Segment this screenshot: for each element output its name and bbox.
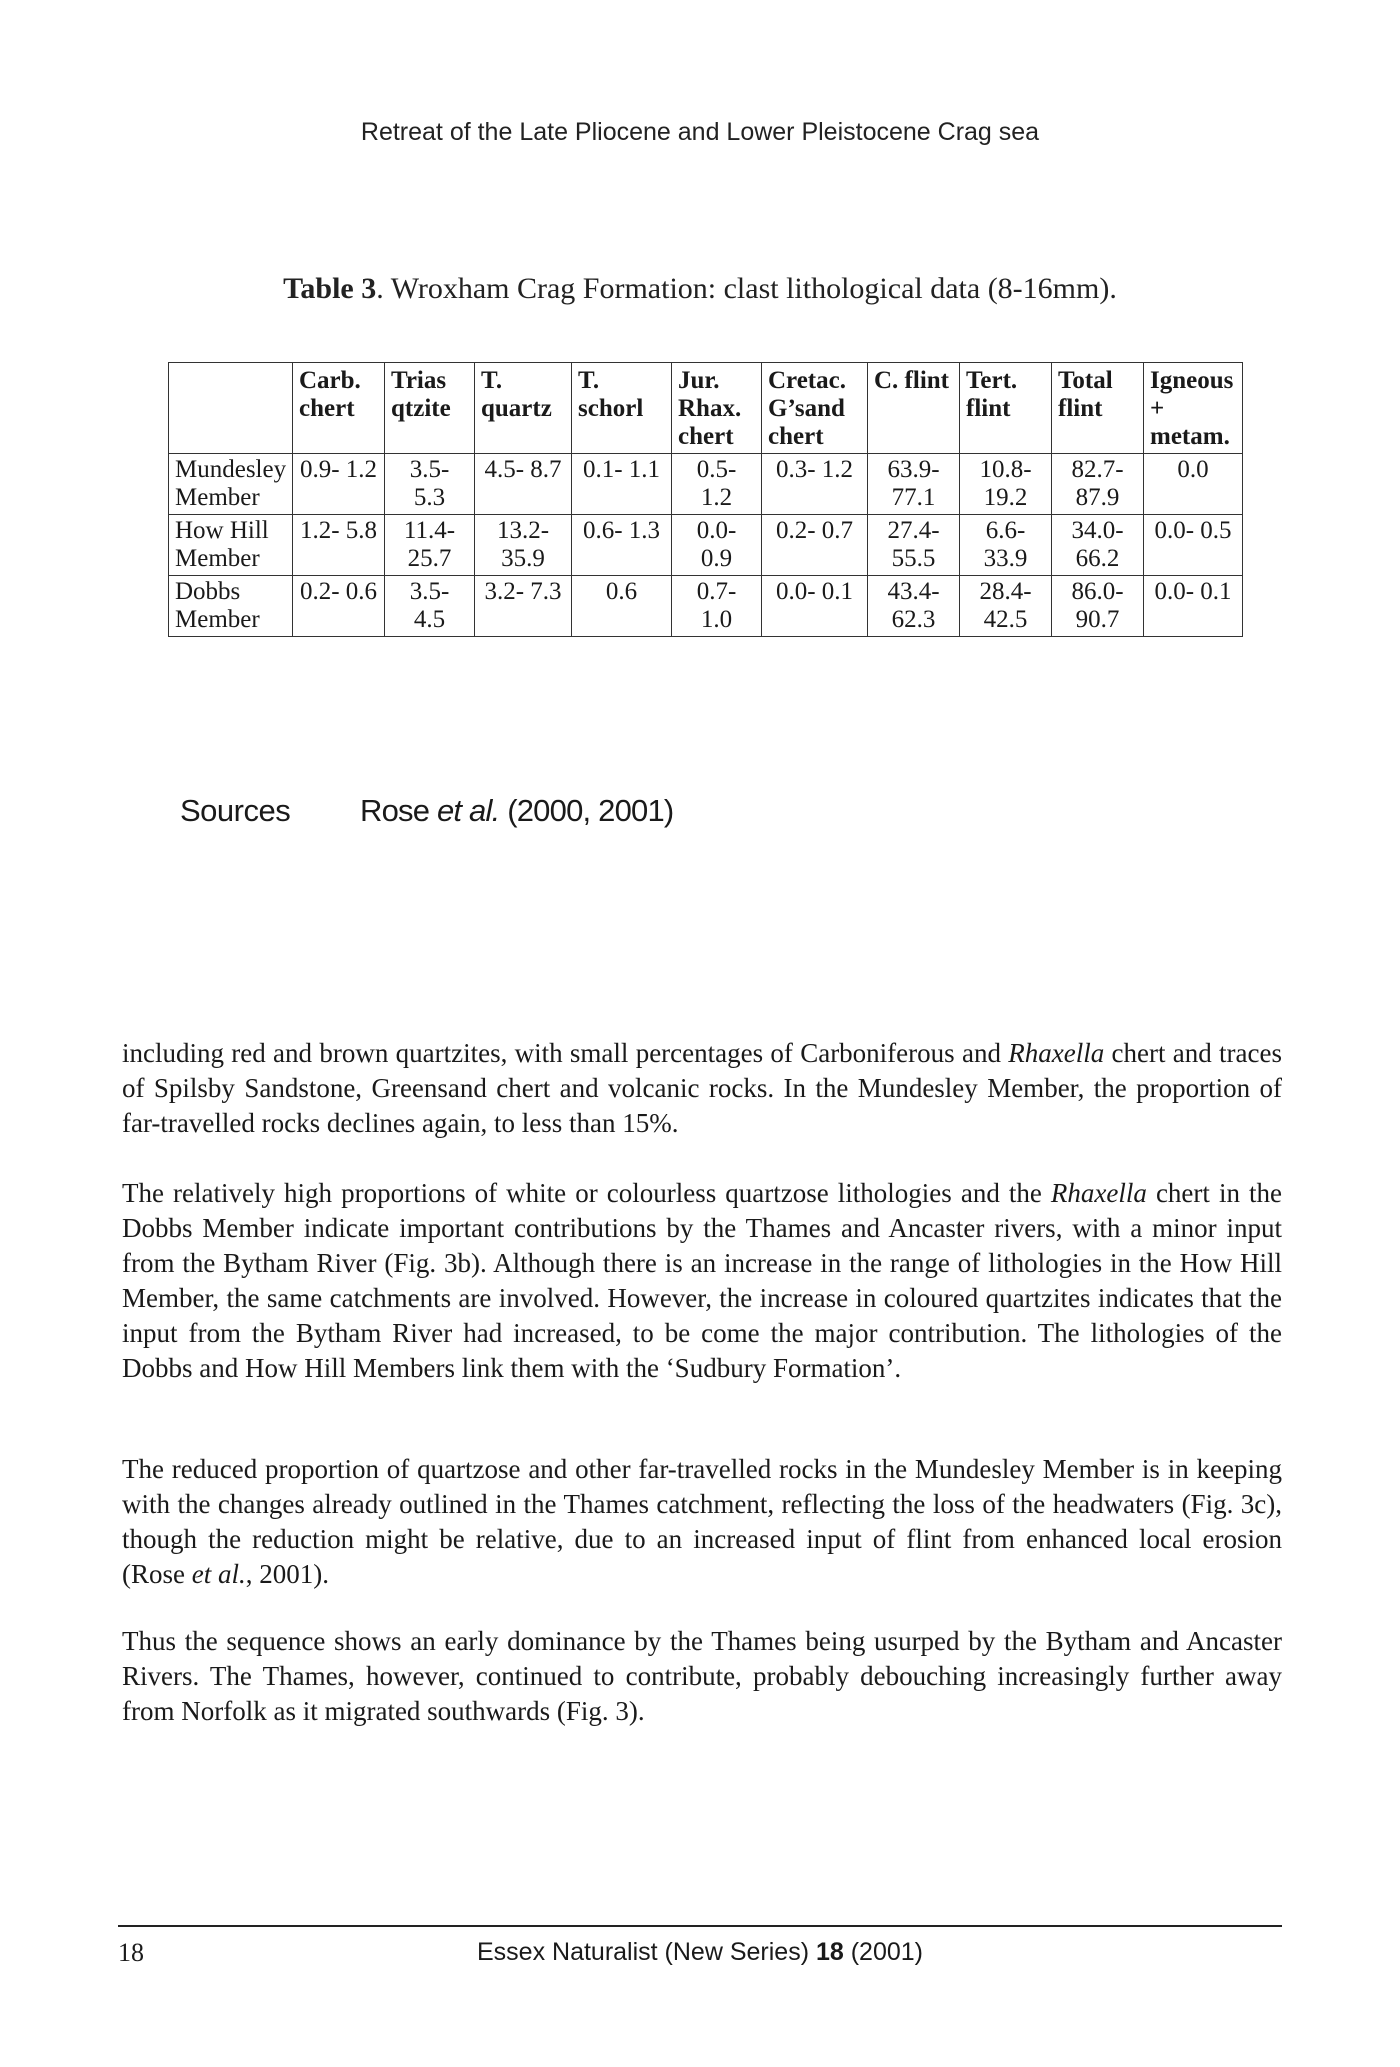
sources-years: (2000, 2001) <box>499 793 674 828</box>
column-header: Trias qtzite <box>385 363 475 454</box>
table-cell: 63.9- 77.1 <box>868 454 960 515</box>
table-cell: 3.5- 4.5 <box>385 576 475 637</box>
paragraph <box>122 1452 1282 1592</box>
table-cell: 0.2- 0.7 <box>762 515 868 576</box>
paragraph-text: chert and traces of Spilsby Sandstone, Greensand chert and volcanic rocks. In the Mundesley Member, the proportion of far-travelled rocks declines again, to less than 15%. <box>122 1038 1282 1138</box>
table-cell: 0.0- 0.9 <box>672 515 762 576</box>
column-header: Total flint <box>1052 363 1144 454</box>
table-cell: 3.5- 5.3 <box>385 454 475 515</box>
table-row <box>169 576 1243 637</box>
sources-label: Sources <box>180 793 291 828</box>
table-cell: 0.1- 1.1 <box>572 454 672 515</box>
paragraph-italic: et al. <box>191 1559 246 1589</box>
journal-name: Essex Naturalist (New Series) <box>476 1938 816 1966</box>
paragraph <box>122 1624 1282 1729</box>
column-header: Cretac. G’sand chert <box>762 363 868 454</box>
column-header: T. schorl <box>572 363 672 454</box>
table-cell: 0.0- 0.5 <box>1144 515 1243 576</box>
table-cell: 43.4- 62.3 <box>868 576 960 637</box>
table-cell: 86.0- 90.7 <box>1052 576 1144 637</box>
table-cell: 0.5- 1.2 <box>672 454 762 515</box>
sources-reference <box>360 793 673 829</box>
journal-volume: 18 <box>815 1938 844 1966</box>
paragraph-text: including red and brown quartzites, with small percentages of Carboniferous and <box>122 1038 1009 1068</box>
table-caption <box>0 272 1400 306</box>
paragraph <box>122 1176 1282 1386</box>
lithology-table <box>168 362 1243 637</box>
table-cell: 0.0 <box>1144 454 1243 515</box>
column-header: Carb. chert <box>293 363 385 454</box>
table-header-row <box>169 363 1243 454</box>
column-header: T. quartz <box>475 363 572 454</box>
row-label: How Hill Member <box>169 515 293 576</box>
sources-et-al: et al. <box>436 793 500 828</box>
paragraph <box>122 1036 1282 1141</box>
paragraph-text: Thus the sequence shows an early dominance by the Thames being usurped by the Bytham and Ancaster Rivers. The Thames, however, continued to contribute, probably debouching increasingly further away from Norfolk as it migrated southwards (Fig. 3). <box>122 1626 1282 1726</box>
journal-citation <box>0 1938 1400 1967</box>
column-header: Igneous + metam. <box>1144 363 1243 454</box>
table-cell: 0.6- 1.3 <box>572 515 672 576</box>
table-cell: 4.5- 8.7 <box>475 454 572 515</box>
table-cell: 10.8- 19.2 <box>960 454 1052 515</box>
table-cell: 28.4- 42.5 <box>960 576 1052 637</box>
table-cell: 0.0- 0.1 <box>1144 576 1243 637</box>
table-cell: 34.0- 66.2 <box>1052 515 1144 576</box>
paragraph-italic: Rhaxella <box>1008 1038 1105 1068</box>
table-cell: 82.7- 87.9 <box>1052 454 1144 515</box>
column-header: Jur. Rhax. chert <box>672 363 762 454</box>
column-header <box>169 363 293 454</box>
footer-divider <box>118 1925 1282 1927</box>
paragraph-text: The reduced proportion of quartzose and other far-travelled rocks in the Mundesley Member is in keeping with the changes already outlined in the Thames catchment, reflecting the loss of the headwaters (Fig. 3c), though the reduction might be relative, due to an increased input of flint from enhanced local erosion (Rose <box>122 1454 1282 1589</box>
column-header: Tert. flint <box>960 363 1052 454</box>
paragraph-text: The relatively high proportions of white or colourless quartzose lithologies and the <box>122 1178 1051 1208</box>
running-title: Retreat of the Late Pliocene and Lower Pleistocene Crag sea <box>360 118 1040 146</box>
sources-author: Rose <box>360 793 437 828</box>
row-label: Mundesley Member <box>169 454 293 515</box>
table-cell: 0.2- 0.6 <box>293 576 385 637</box>
table-cell: 0.7- 1.0 <box>672 576 762 637</box>
journal-year: (2001) <box>843 1938 923 1966</box>
table-cell: 0.3- 1.2 <box>762 454 868 515</box>
paragraph-text: , 2001). <box>245 1559 329 1589</box>
table-cell: 0.6 <box>572 576 672 637</box>
table-row <box>169 454 1243 515</box>
table-cell: 1.2- 5.8 <box>293 515 385 576</box>
table-cell: 13.2- 35.9 <box>475 515 572 576</box>
row-label: Dobbs Member <box>169 576 293 637</box>
table-cell: 27.4- 55.5 <box>868 515 960 576</box>
table-caption-text: . Wroxham Crag Formation: clast lithological data (8-16mm). <box>376 272 1117 305</box>
table-caption-label: Table 3 <box>283 272 377 305</box>
table-cell: 0.9- 1.2 <box>293 454 385 515</box>
table-cell: 11.4- 25.7 <box>385 515 475 576</box>
table-cell: 3.2- 7.3 <box>475 576 572 637</box>
table-cell: 6.6- 33.9 <box>960 515 1052 576</box>
column-header: C. flint <box>868 363 960 454</box>
table-row <box>169 515 1243 576</box>
table-cell: 0.0- 0.1 <box>762 576 868 637</box>
paragraph-text: chert in the Dobbs Member indicate important contributions by the Thames and Ancaster rivers, with a minor input from the Bytham River (Fig. 3b). Although there is an increase in the range of lithologies in the How Hill Member, the same catchments are involved. However, the increase in coloured quartzites indicates that the input from the Bytham River had increased, to be come the major contribution. The lithologies of the Dobbs and How Hill Members link them with the ‘Sudbury Formation’. <box>122 1178 1282 1383</box>
page-number: 18 <box>118 1938 144 1967</box>
paragraph-italic: Rhaxella <box>1050 1178 1147 1208</box>
